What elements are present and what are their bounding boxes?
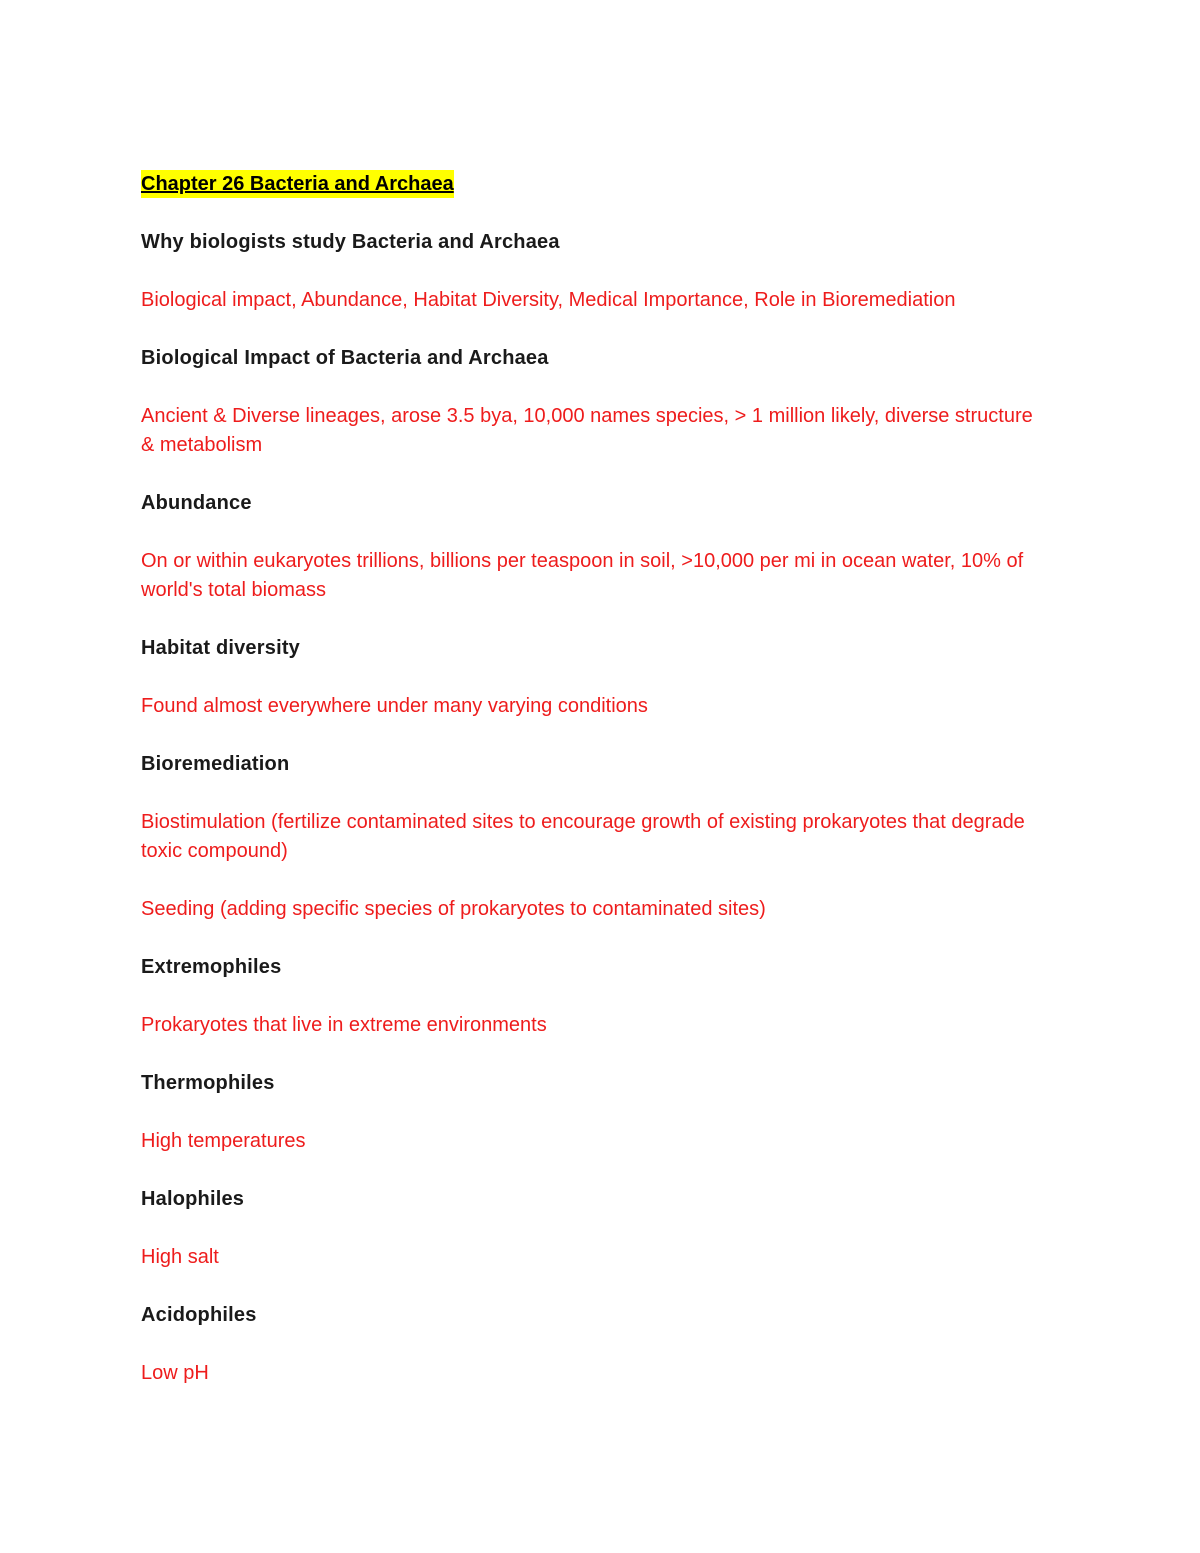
- section-heading: Halophiles: [141, 1188, 245, 1210]
- section-heading: Bioremediation: [141, 753, 290, 775]
- section-paragraph: Biostimulation (fertilize contaminated sites to encourage growth of existing prokaryotes that degrade toxic compound): [141, 811, 1025, 862]
- section-paragraph: On or within eukaryotes trillions, billions per teaspoon in soil, >10,000 per mi in ocean water, 10% of world's total biomass: [141, 550, 1024, 601]
- document-page: [141, 170, 1041, 1417]
- section-paragraph: High temperatures: [141, 1130, 306, 1152]
- section-heading: Acidophiles: [141, 1304, 257, 1326]
- section-heading: Habitat diversity: [141, 637, 301, 659]
- section-heading: Thermophiles: [141, 1072, 275, 1094]
- section-abundance: [141, 489, 1041, 605]
- section-paragraph: Biological impact, Abundance, Habitat Diversity, Medical Importance, Role in Bioremediation: [141, 289, 956, 311]
- document-title: Chapter 26 Bacteria and Archaea: [141, 170, 454, 198]
- section-paragraph: Low pH: [141, 1362, 209, 1384]
- section-heading: Biological Impact of Bacteria and Archaea: [141, 347, 549, 369]
- section-heading: Extremophiles: [141, 956, 282, 978]
- section-habitat-diversity: [141, 634, 1041, 721]
- section-paragraph: Found almost everywhere under many varying conditions: [141, 695, 648, 717]
- section-paragraph: Prokaryotes that live in extreme environments: [141, 1014, 547, 1036]
- section-acidophiles: [141, 1301, 1041, 1388]
- section-heading: Why biologists study Bacteria and Archaea: [141, 231, 560, 253]
- section-bioremediation: [141, 750, 1041, 924]
- section-heading: Abundance: [141, 492, 252, 514]
- section-halophiles: [141, 1185, 1041, 1272]
- title-row: [141, 170, 1041, 228]
- section-paragraph: Seeding (adding specific species of prokaryotes to contaminated sites): [141, 898, 766, 920]
- section-paragraph: Ancient & Diverse lineages, arose 3.5 bya, 10,000 names species, > 1 million likely, diverse structure & metabolism: [141, 405, 1033, 456]
- section-biological-impact: [141, 344, 1041, 460]
- section-extremophiles: [141, 953, 1041, 1040]
- section-why-study: [141, 228, 1041, 315]
- section-paragraph: High salt: [141, 1246, 219, 1268]
- section-thermophiles: [141, 1069, 1041, 1156]
